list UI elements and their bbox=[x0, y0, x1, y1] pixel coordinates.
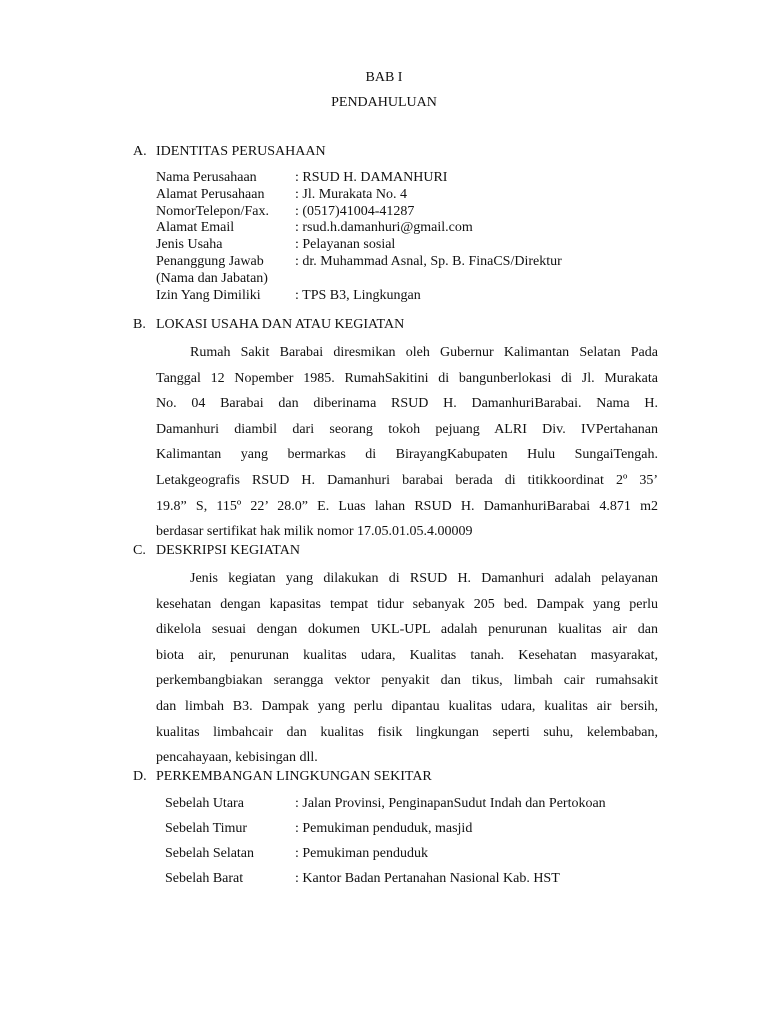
paragraph-line: dan limbah B3. Dampak yang perlu dipantau kualitas udara, kualitas air bersih, bbox=[156, 698, 658, 714]
section-letter: B. bbox=[133, 317, 146, 332]
section-letter: D. bbox=[133, 769, 147, 784]
paragraph-line: kualitas limbahcair dan kualitas fisik lingkungan seperti suhu, kelembaban, bbox=[156, 724, 658, 740]
boundary-value: : Kantor Badan Pertanahan Nasional Kab. HST bbox=[295, 871, 560, 886]
page-title: PENDAHULUAN bbox=[331, 95, 437, 110]
paragraph-line: berdasar sertifikat hak milik nomor 17.05.01.05.4.00009 bbox=[156, 524, 473, 540]
field-label: Alamat Email bbox=[156, 220, 235, 235]
field-value: : rsud.h.damanhuri@gmail.com bbox=[295, 220, 473, 235]
paragraph-line: kesehatan dengan kapasitas tempat tidur sebanyak 205 bed. Dampak yang perlu bbox=[156, 596, 658, 612]
boundary-value: : Pemukiman penduduk bbox=[295, 846, 428, 861]
paragraph-deskripsi bbox=[156, 566, 658, 771]
paragraph-line: Damanhuri diambil dari seorang tokoh pejuang ALRI Div. IVPertahanan bbox=[156, 421, 658, 437]
section-title: PERKEMBANGAN LINGKUNGAN SEKITAR bbox=[156, 769, 432, 784]
section-letter: A. bbox=[133, 144, 147, 159]
field-label: Nama Perusahaan bbox=[156, 170, 257, 185]
field-value: : Pelayanan sosial bbox=[295, 237, 396, 252]
paragraph-line: perkembangbiakan serangga vektor penyakit dan tikus, limbah cair rumahsakit bbox=[156, 673, 658, 689]
field-value: : TPS B3, Lingkungan bbox=[295, 288, 421, 303]
section-title: LOKASI USAHA DAN ATAU KEGIATAN bbox=[156, 317, 405, 332]
section-title: IDENTITAS PERUSAHAAN bbox=[156, 144, 326, 159]
field-value: : Jl. Murakata No. 4 bbox=[295, 187, 407, 202]
paragraph-line: 19.8” S, 115º 22’ 28.0” E. Luas lahan RSUD H. DamanhuriBarabai 4.871 m2 bbox=[156, 498, 658, 514]
paragraph-line: biota air, penurunan kualitas udara, Kualitas tanah. Kesehatan masyarakat, bbox=[156, 647, 658, 663]
section-letter: C. bbox=[133, 543, 146, 558]
field-value: : (0517)41004-41287 bbox=[295, 204, 415, 219]
paragraph-line: Kalimantan yang bermarkas di BirayangKabupaten Hulu SungaiTengah. bbox=[156, 447, 658, 463]
field-value: : RSUD H. DAMANHURI bbox=[295, 170, 448, 185]
chapter-heading: BAB I bbox=[365, 70, 403, 85]
paragraph-line: Jenis kegiatan yang dilakukan di RSUD H. Damanhuri adalah pelayanan bbox=[190, 571, 658, 586]
field-label: Izin Yang Dimiliki bbox=[156, 288, 261, 303]
field-label: Jenis Usaha bbox=[156, 237, 223, 252]
paragraph-line: dikelola sesuai dengan dokumen UKL-UPL adalah penurunan kualitas air dan bbox=[156, 622, 658, 638]
boundary-label: Sebelah Timur bbox=[165, 821, 248, 836]
boundary-label: Sebelah Barat bbox=[165, 871, 244, 886]
boundary-label: Sebelah Utara bbox=[165, 796, 244, 811]
boundary-value: : Jalan Provinsi, PenginapanSudut Indah dan Pertokoan bbox=[295, 796, 606, 811]
section-title: DESKRIPSI KEGIATAN bbox=[156, 543, 300, 558]
paragraph-line: Letakgeografis RSUD H. Damanhuri barabai berada di titikkoordinat 2º 35’ bbox=[156, 472, 658, 488]
paragraph-line: Tanggal 12 Nopember 1985. RumahSakitini di bangunberlokasi di Jl. Murakata bbox=[156, 370, 658, 386]
field-value: : dr. Muhammad Asnal, Sp. B. FinaCS/Direktur bbox=[295, 254, 562, 269]
paragraph-lokasi bbox=[156, 340, 658, 545]
boundary-value: : Pemukiman penduduk, masjid bbox=[295, 821, 473, 836]
field-label: NomorTelepon/Fax. bbox=[156, 204, 269, 219]
paragraph-line: Rumah Sakit Barabai diresmikan oleh Gubernur Kalimantan Selatan Pada bbox=[190, 345, 658, 360]
field-label: Alamat Perusahaan bbox=[156, 187, 265, 202]
field-label: (Nama dan Jabatan) bbox=[156, 271, 268, 286]
paragraph-line: pencahayaan, kebisingan dll. bbox=[156, 750, 318, 766]
field-label: Penanggung Jawab bbox=[156, 254, 264, 269]
paragraph-line: No. 04 Barabai dan diberinama RSUD H. DamanhuriBarabai. Nama H. bbox=[156, 396, 658, 412]
boundary-label: Sebelah Selatan bbox=[165, 846, 255, 861]
